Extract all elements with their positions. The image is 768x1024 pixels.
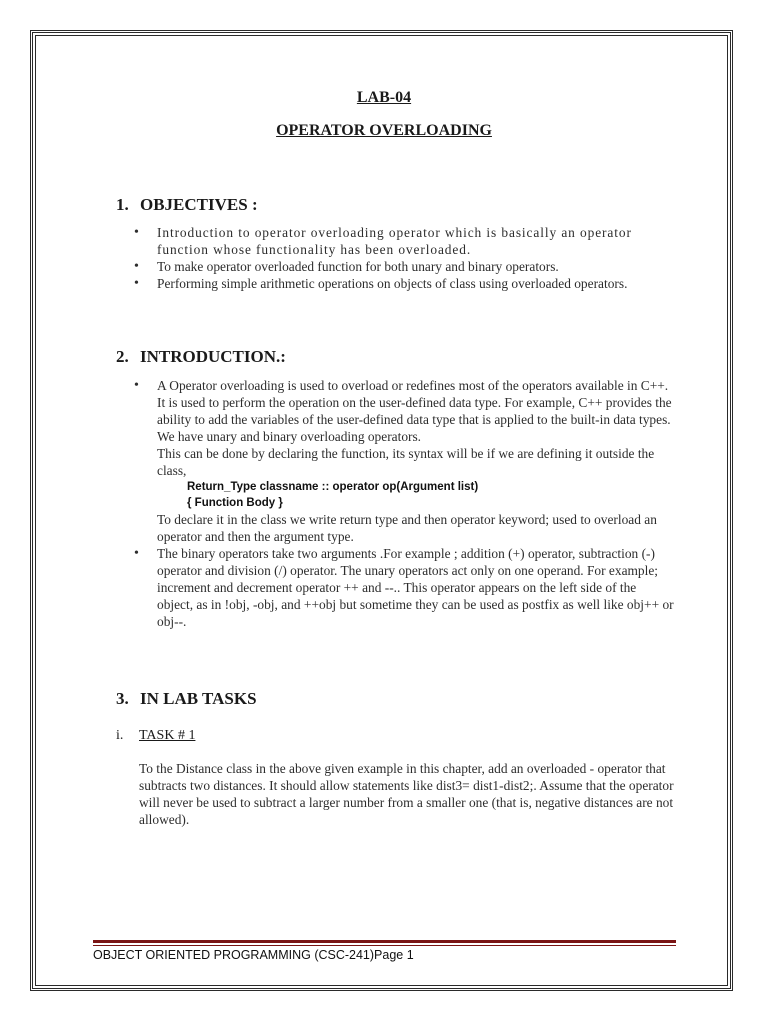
lab-tasks-heading <box>116 689 257 709</box>
section-title: OBJECTIVES : <box>140 195 258 214</box>
task-description: To the Distance class in the above given example in this chapter, add an overloaded - operator that subtracts two distances. It should allow statements like dist3= dist1-dist2;. Assume that the operator will never be used to subtract a larger number from a smaller one (that is, negative distances are not allowed). <box>139 761 674 827</box>
task-title: TASK # 1 <box>139 728 196 743</box>
page-footer: OBJECT ORIENTED PROGRAMMING (CSC-241)Page 1 <box>93 948 414 962</box>
section-title: INTRODUCTION.: <box>140 347 286 366</box>
intro-paragraph: This can be done by declaring the function, its syntax will be if we are defining it outside the class, <box>157 446 655 478</box>
syntax-line: Return_Type classname :: operator op(Argument list) <box>187 481 479 493</box>
intro-paragraph: • A Operator overloading is used to overload or redefines most of the operators available in C++. It is used to perform the operation on the user-defined data type. For example, C++ provides the ability to add the variables of the user-defined data type that is applied to the built-in data types. We have unary and binary overloading operators. <box>157 378 672 444</box>
objectives-list <box>134 224 664 292</box>
page-title: OPERATOR OVERLOADING <box>276 122 492 139</box>
list-item: • Introduction to operator overloading operator which is basically an operator function whose functionality has been overloaded. <box>134 224 664 258</box>
syntax-line: { Function Body } <box>187 497 283 509</box>
section-title: IN LAB TASKS <box>140 689 257 708</box>
lab-number: LAB-04 <box>356 89 412 106</box>
footer-rule <box>93 940 676 943</box>
objectives-heading <box>116 195 258 215</box>
footer-rule <box>93 945 676 946</box>
section-number: 1. <box>116 195 129 214</box>
intro-paragraph: To declare it in the class we write return type and then operator keyword; used to overload an operator and then the argument type. <box>157 512 657 544</box>
task-label <box>116 728 195 744</box>
introduction-list <box>134 377 674 630</box>
introduction-heading <box>116 347 286 367</box>
list-item: • Performing simple arithmetic operations on objects of class using overloaded operators. <box>134 275 664 292</box>
section-number: 3. <box>116 689 129 708</box>
task-numeral: i. <box>116 728 124 743</box>
list-item <box>134 377 674 545</box>
list-item: • The binary operators take two arguments .For example ; addition (+) operator, subtraction (-) operator and division (/) operator. The unary operators act only on one operand. For example; increment and decrement operator ++ and --.. This operator appears on the left side of the object, as in !obj, -obj, and ++obj but sometime they can be used as postfix as well like obj++ or obj--. <box>134 545 674 630</box>
list-item: • To make operator overloaded function for both unary and binary operators. <box>134 258 664 275</box>
section-number: 2. <box>116 347 129 366</box>
